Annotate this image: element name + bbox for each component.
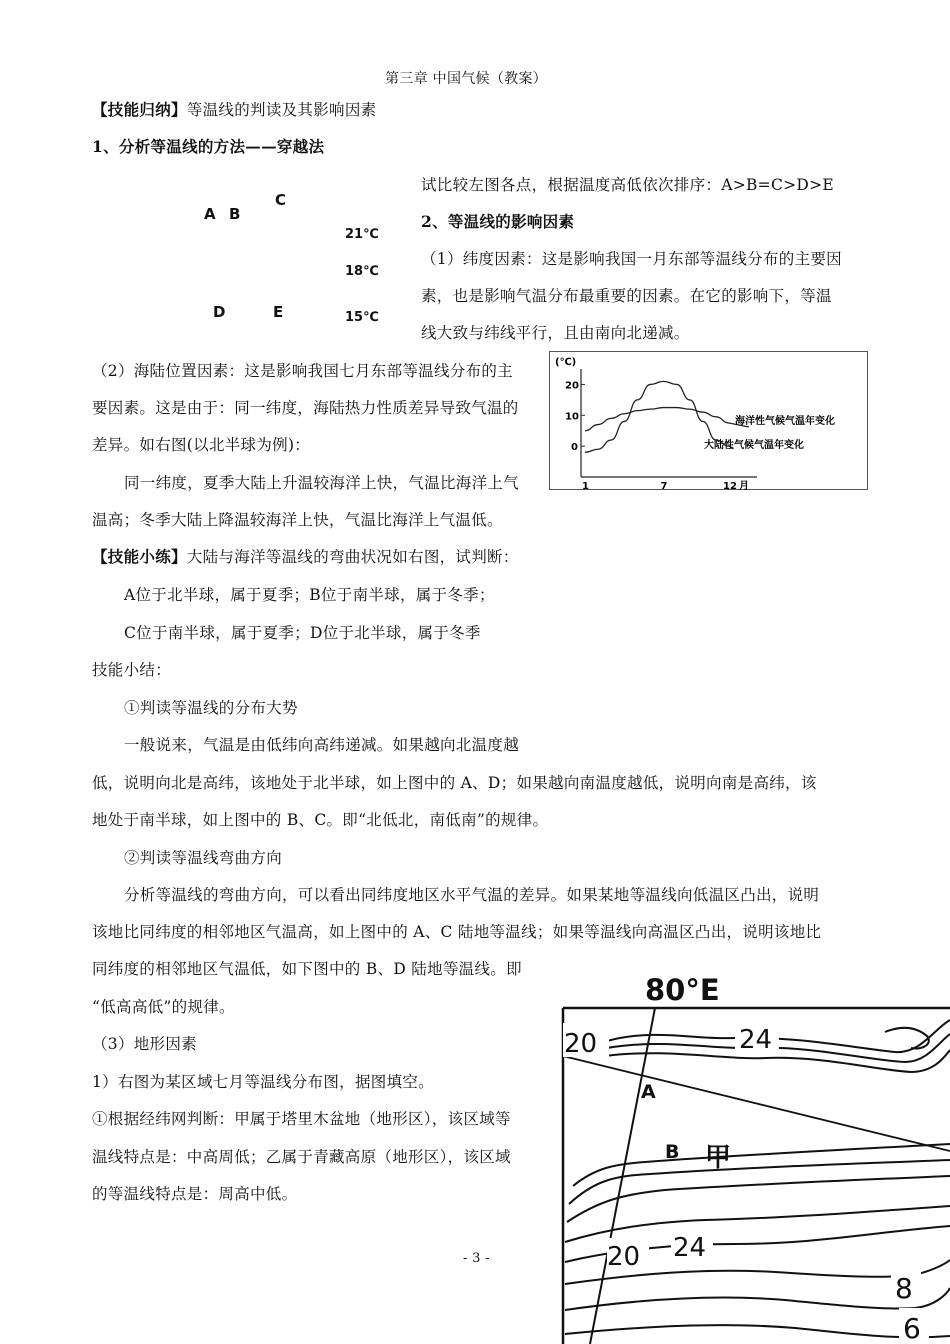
- summary-point-1-line-3: 地处于南半球，如上图中的 B、C。即“北低北，南低南”的规律。: [92, 811, 549, 829]
- isotherm-15-label: 15℃: [345, 310, 379, 325]
- annual-temperature-chart: [549, 351, 869, 491]
- isotherm-18-label: 18℃: [345, 264, 379, 279]
- latitude-line-3: 线大致与纬线平行，且由南向北递减。: [421, 324, 690, 342]
- terrain-line-3: 温线特点是：中高周低；乙属于青藏高原（地形区），该区域: [92, 1148, 511, 1166]
- summary-point-1-line-2: 低，说明向北是高纬，该地处于北半球，如上图中的 A、D；如果越向南温度越低，说明向南是高纬，该: [92, 774, 817, 792]
- method-title: 1、分析等温线的方法——穿越法: [92, 137, 325, 156]
- chart-x-tick: 7: [660, 481, 668, 491]
- chart-x-unit: 月: [739, 481, 749, 491]
- chart-x-tick: 12: [723, 481, 737, 491]
- summary-title: 技能小结：: [92, 661, 172, 679]
- practice-answer-2: C位于南半球，属于夏季；D位于北半球，属于冬季: [124, 624, 481, 642]
- iso-8-label: 8: [895, 1272, 913, 1305]
- summary-point-2-line-3: 同纬度的相邻地区气温低，如下图中的 B、D 陆地等温线。即: [92, 960, 522, 978]
- chart-x-tick: 1: [582, 481, 589, 491]
- point-c-label: C: [275, 191, 287, 209]
- sea-land-line-1: （2）海陆位置因素：这是影响我国七月东部等温线分布的主: [92, 362, 513, 380]
- ocean-series-label: 海洋性气候气温年变化: [735, 416, 835, 427]
- influence-title: 2、等温线的影响因素: [421, 212, 575, 231]
- point-d-label: D: [213, 303, 226, 321]
- isotherm-21-label: 21℃: [345, 227, 379, 242]
- practice-heading: [92, 546, 519, 568]
- chart-y-unit: (℃): [555, 357, 577, 368]
- page-number: - 3 -: [463, 1251, 490, 1266]
- section-heading: [92, 99, 376, 121]
- longitude-label: 80°E: [645, 973, 720, 1007]
- point-a-label: A: [204, 205, 216, 223]
- iso-24-top-label: 24: [739, 1025, 773, 1055]
- chart-y-tick: 10: [565, 411, 579, 423]
- practice-bracket: 【技能小练】: [92, 547, 187, 566]
- heading-bracket: 【技能归纳】: [92, 100, 187, 119]
- chart-y-tick: 0: [571, 442, 578, 454]
- iso-6-label: 6: [903, 1312, 921, 1344]
- point-e-label: E: [273, 303, 284, 321]
- heading-text: 等温线的判读及其影响因素: [186, 101, 377, 119]
- latitude-line-2: 素，也是影响气温分布最重要的因素。在它的影响下，等温: [421, 287, 832, 305]
- terrain-line-4: 的等温线特点是：周高中低。: [92, 1185, 298, 1203]
- sea-land-line-2: 要因素。这是由于：同一纬度，海陆热力性质差异导致气温的: [92, 399, 519, 417]
- terrain-title: （3）地形因素: [92, 1035, 197, 1053]
- summary-point-1-line-1: 一般说来，气温是由低纬向高纬递减。如果越向北温度越: [124, 736, 520, 754]
- iso-24-bottom-label: 24: [673, 1233, 707, 1263]
- iso-20-bottom-label: 20: [607, 1242, 641, 1272]
- summary-point-2-line-2: 该地比同纬度的相邻地区气温高，如上图中的 A、C 陆地等温线；如果等温线向高温区凸出，说明该地比: [92, 923, 822, 941]
- page-header-title: 第三章 中国气候（教案）: [385, 71, 548, 87]
- terrain-line-2: ①根据经纬网判断：甲属于塔里木盆地（地形区），该区域等: [92, 1110, 511, 1128]
- chart-y-tick: 20: [565, 380, 579, 392]
- summary-point-2-line-4: “低高高低”的规律。: [92, 998, 235, 1016]
- summary-point-2-line-1: 分析等温线的弯曲方向，可以看出同纬度地区水平气温的差异。如果某地等温线向低温区凸出，说明: [124, 886, 820, 904]
- practice-answer-1: A位于北半球，属于夏季；B位于南半球，属于冬季；: [124, 586, 495, 604]
- latitude-line-1: （1）纬度因素：这是影响我国一月东部等温线分布的主要因: [421, 250, 842, 268]
- map-point-b: B: [665, 1141, 680, 1163]
- summary-point-2-title: ②判读等温线弯曲方向: [124, 849, 283, 867]
- sea-land-line-3: 差异。如右图(以北半球为例)：: [92, 436, 311, 454]
- map-point-a: A: [641, 1081, 656, 1103]
- iso-20-top-label: 20: [564, 1029, 598, 1059]
- practice-heading-text: 大陆与海洋等温线的弯曲状况如右图，试判断：: [186, 548, 519, 566]
- sea-land-line-5: 温高；冬季大陆上降温较海洋上快，气温比海洋上气温低。: [92, 511, 503, 529]
- isotherm-map: [555, 968, 950, 1344]
- point-b-label: B: [229, 205, 241, 223]
- sea-land-line-4: 同一纬度，夏季大陆上升温较海洋上快，气温比海洋上气: [124, 474, 520, 492]
- compare-text: 试比较左图各点，根据温度高低依次排序：A>B=C>D>E: [421, 176, 835, 194]
- terrain-line-1: 1）右图为某区域七月等温线分布图，据图填空。: [92, 1073, 434, 1091]
- region-jia-label: 甲: [705, 1143, 732, 1173]
- summary-point-1-title: ①判读等温线的分布大势: [124, 699, 298, 717]
- continent-series-label: 大陆性气候气温年变化: [704, 440, 804, 451]
